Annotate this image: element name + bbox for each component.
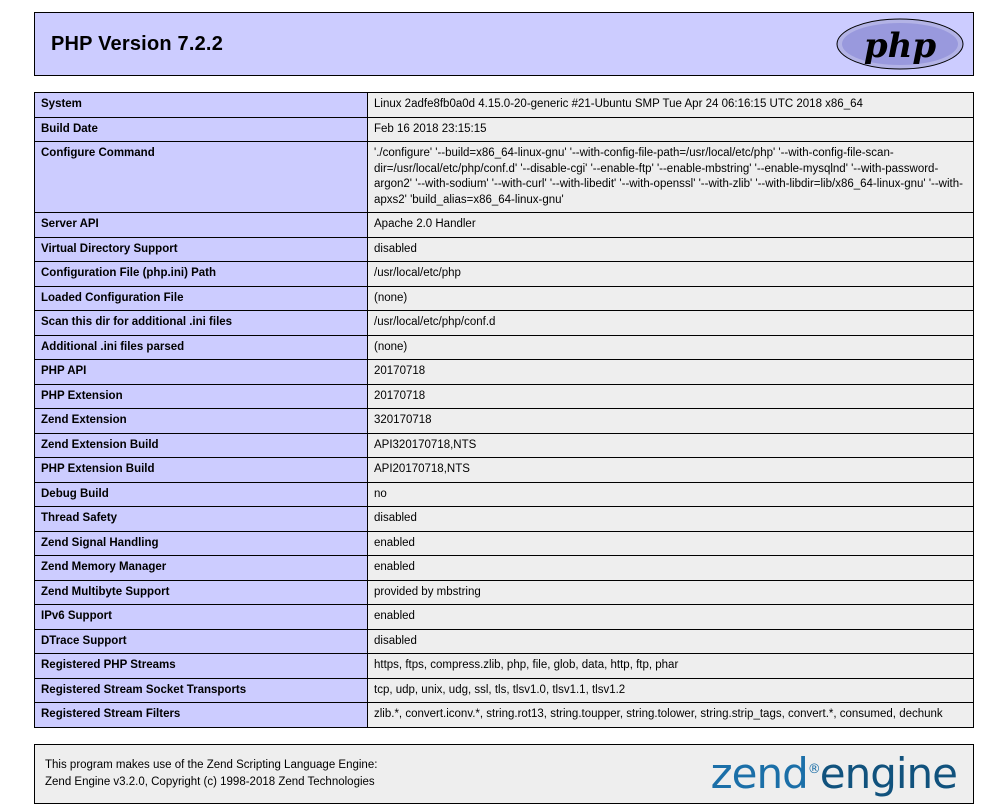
zend-logo-engine: engine <box>819 748 957 798</box>
row-key: Registered PHP Streams <box>35 654 368 679</box>
row-key: Virtual Directory Support <box>35 237 368 262</box>
row-value: disabled <box>368 507 974 532</box>
row-value: './configure' '--build=x86_64-linux-gnu' '--with-config-file-path=/usr/local/etc/php' '--with-config-file-scan-dir=/usr/local/etc/php/conf.d' '--disable-cgi' '--enable-ftp' '--enable-mbstring' '--enable-mysqlnd' '--with-password-argon2' '--with-sodium' '--with-curl' '--with-libedit' '--with-openssl' '--with-zlib' '--with-libdir=lib/x86_64-linux-gnu' '--with-apxs2' 'build_alias=x86_64-linux-gnu' <box>368 142 974 213</box>
row-key: Server API <box>35 213 368 238</box>
table-row <box>35 93 974 118</box>
table-row <box>35 360 974 385</box>
table-row <box>35 507 974 532</box>
zend-credit-line-1: This program makes use of the Zend Scripting Language Engine: <box>45 759 378 772</box>
row-key: Debug Build <box>35 482 368 507</box>
table-row <box>35 678 974 703</box>
table-row <box>35 458 974 483</box>
row-key: PHP Extension Build <box>35 458 368 483</box>
table-row <box>35 654 974 679</box>
row-key: Zend Signal Handling <box>35 531 368 556</box>
row-value: /usr/local/etc/php/conf.d <box>368 311 974 336</box>
table-row <box>35 237 974 262</box>
row-value: no <box>368 482 974 507</box>
row-key: Registered Stream Filters <box>35 703 368 728</box>
row-key: Zend Extension Build <box>35 433 368 458</box>
row-value: disabled <box>368 629 974 654</box>
row-value: Linux 2adfe8fb0a0d 4.15.0-20-generic #21-Ubuntu SMP Tue Apr 24 06:16:15 UTC 2018 x86_64 <box>368 93 974 118</box>
row-value: enabled <box>368 531 974 556</box>
row-key: Configuration File (php.ini) Path <box>35 262 368 287</box>
row-value: (none) <box>368 335 974 360</box>
table-row <box>35 409 974 434</box>
row-value: provided by mbstring <box>368 580 974 605</box>
row-value: 20170718 <box>368 360 974 385</box>
row-value: (none) <box>368 286 974 311</box>
row-value: /usr/local/etc/php <box>368 262 974 287</box>
table-row <box>35 117 974 142</box>
row-value: 20170718 <box>368 384 974 409</box>
phpinfo-table <box>34 92 974 728</box>
row-key: Registered Stream Socket Transports <box>35 678 368 703</box>
row-key: Loaded Configuration File <box>35 286 368 311</box>
php-logo-icon <box>835 17 965 71</box>
row-value: API320170718,NTS <box>368 433 974 458</box>
zend-logo-zend: zend <box>710 748 808 798</box>
phpinfo-table-body <box>35 93 974 728</box>
svg-text:php: php <box>863 26 937 66</box>
table-row <box>35 556 974 581</box>
page-footer <box>34 744 974 804</box>
row-value: https, ftps, compress.zlib, php, file, glob, data, http, ftp, phar <box>368 654 974 679</box>
zend-logo-text <box>710 748 957 798</box>
row-value: Feb 16 2018 23:15:15 <box>368 117 974 142</box>
row-key: Zend Multibyte Support <box>35 580 368 605</box>
row-key: PHP API <box>35 360 368 385</box>
table-row <box>35 703 974 728</box>
row-key: IPv6 Support <box>35 605 368 630</box>
row-key: Zend Memory Manager <box>35 556 368 581</box>
zend-logo-registered: ® <box>807 761 820 777</box>
table-row <box>35 311 974 336</box>
row-key: Scan this dir for additional .ini files <box>35 311 368 336</box>
row-value: enabled <box>368 605 974 630</box>
row-key: DTrace Support <box>35 629 368 654</box>
table-row <box>35 142 974 213</box>
table-row <box>35 335 974 360</box>
row-value: API20170718,NTS <box>368 458 974 483</box>
row-value: disabled <box>368 237 974 262</box>
row-key: Configure Command <box>35 142 368 213</box>
row-value: 320170718 <box>368 409 974 434</box>
table-row <box>35 482 974 507</box>
table-row <box>35 213 974 238</box>
row-key: PHP Extension <box>35 384 368 409</box>
zend-credit-line-2: Zend Engine v3.2.0, Copyright (c) 1998-2018 Zend Technologies <box>45 775 375 788</box>
table-row <box>35 286 974 311</box>
row-key: Zend Extension <box>35 409 368 434</box>
table-row <box>35 433 974 458</box>
phpinfo-page <box>34 0 974 804</box>
row-value: enabled <box>368 556 974 581</box>
table-row <box>35 262 974 287</box>
table-row <box>35 629 974 654</box>
table-row <box>35 531 974 556</box>
row-key: Additional .ini files parsed <box>35 335 368 360</box>
row-value: tcp, udp, unix, udg, ssl, tls, tlsv1.0, tlsv1.1, tlsv1.2 <box>368 678 974 703</box>
table-row <box>35 384 974 409</box>
row-key: System <box>35 93 368 118</box>
page-title: PHP Version 7.2.2 <box>51 32 224 55</box>
row-key: Thread Safety <box>35 507 368 532</box>
zend-engine-logo <box>710 748 963 798</box>
row-value: Apache 2.0 Handler <box>368 213 974 238</box>
table-row <box>35 605 974 630</box>
page-header <box>34 12 974 76</box>
row-key: Build Date <box>35 117 368 142</box>
row-value: zlib.*, convert.iconv.*, string.rot13, string.toupper, string.tolower, string.strip_tags, convert.*, consumed, dechunk <box>368 703 974 728</box>
zend-credit-text <box>45 757 377 790</box>
table-row <box>35 580 974 605</box>
